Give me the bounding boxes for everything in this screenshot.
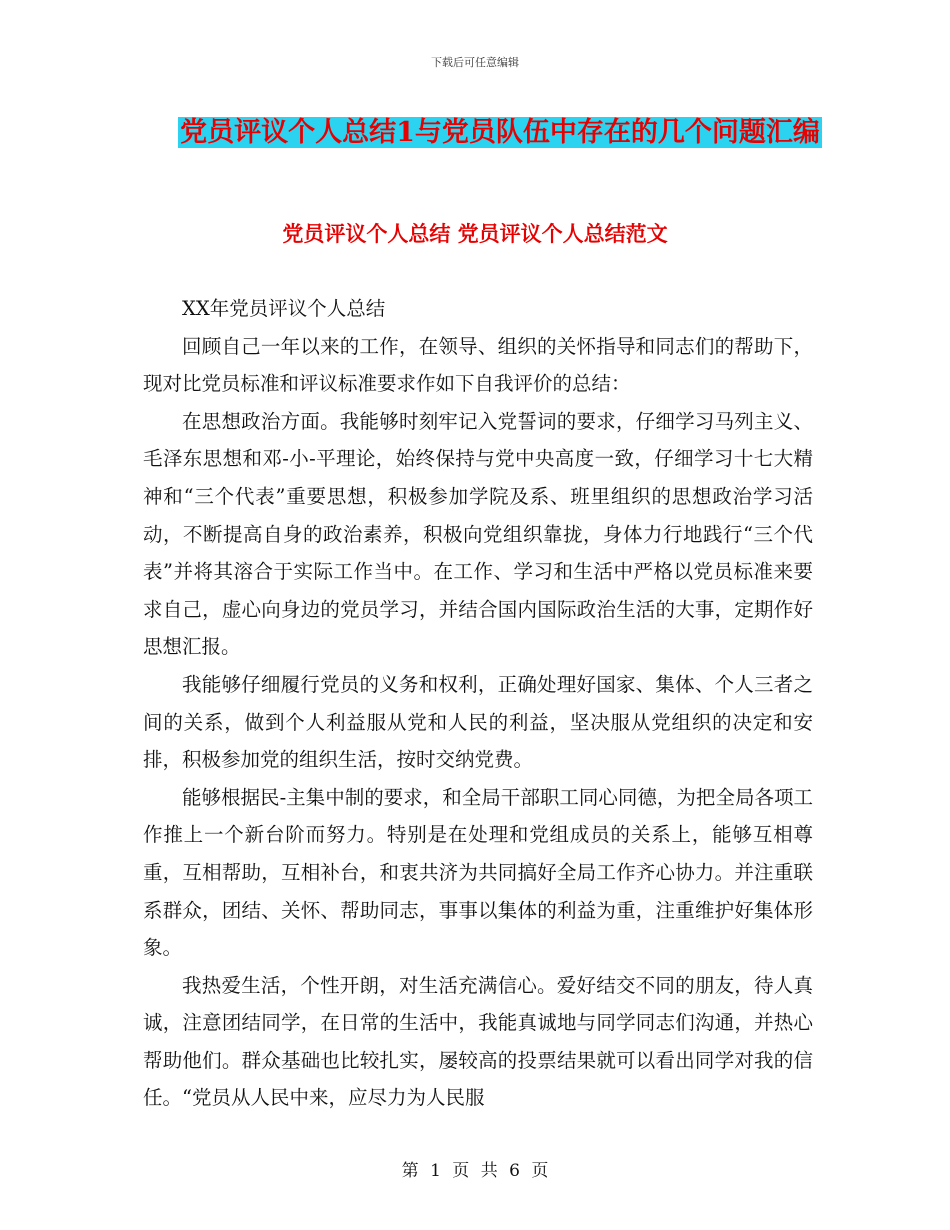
paragraph: 我能够仔细履行党员的义务和权利，正确处理好国家、集体、个人三者之间的关系，做到个人利益服从党和人民的利益，坚决服从党组织的决定和安排，积极参加党的组织生活，按时交纳党费。 [143, 672, 813, 772]
document-title [160, 108, 840, 157]
document-body [143, 290, 813, 1117]
paragraph: XX年党员评议个人总结 [182, 297, 386, 320]
document-title-text: 党员评议个人总结1与党员队伍中存在的几个问题汇编 [180, 117, 820, 148]
page-number-footer: 第 1 页 共 6 页 [401, 1161, 549, 1181]
section-heading: 党员评议个人总结 党员评议个人总结范文 [282, 221, 668, 246]
paragraph: 能够根据民-主集中制的要求，和全局干部职工同心同德，为把全局各项工作推上一个新台阶而努力。特别是在处理和党组成员的关系上，能够互相尊重，互相帮助，互相补台，和衷共济为共同搞好全局工作齐心协力。并注重联系群众，团结、关怀、帮助同志，事事以集体的利益为重，注重维护好集体形象。 [143, 785, 813, 960]
paragraph: 在思想政治方面。我能够时刻牢记入党誓词的要求，仔细学习马列主义、毛泽东思想和邓-小-平理论，始终保持与党中央高度一致，仔细学习十七大精神和“三个代表”重要思想，积极参加学院及系、班里组织的思想政治学习活动，不断提高自身的政治素养，积极向党组织靠拢，身体力行地践行“三个代表”并将其溶合于实际工作当中。在工作、学习和生活中严格以党员标准来要求自己，虚心向身边的党员学习，并结合国内国际政治生活的大事，定期作好思想汇报。 [143, 409, 813, 659]
paragraph: 回顾自己一年以来的工作，在领导、组织的关怀指导和同志们的帮助下，现对比党员标准和评议标准要求作如下自我评价的总结： [143, 334, 813, 396]
paragraph: 我热爱生活，个性开朗，对生活充满信心。爱好结交不同的朋友，待人真诚，注意团结同学，在日常的生活中，我能真诚地与同学同志们沟通，并热心帮助他们。群众基础也比较扎实，屡较高的投票结果就可以看出同学对我的信任。“党员从人民中来，应尽力为人民服 [143, 973, 813, 1110]
page-header-note: 下载后可任意编辑 [431, 56, 519, 69]
